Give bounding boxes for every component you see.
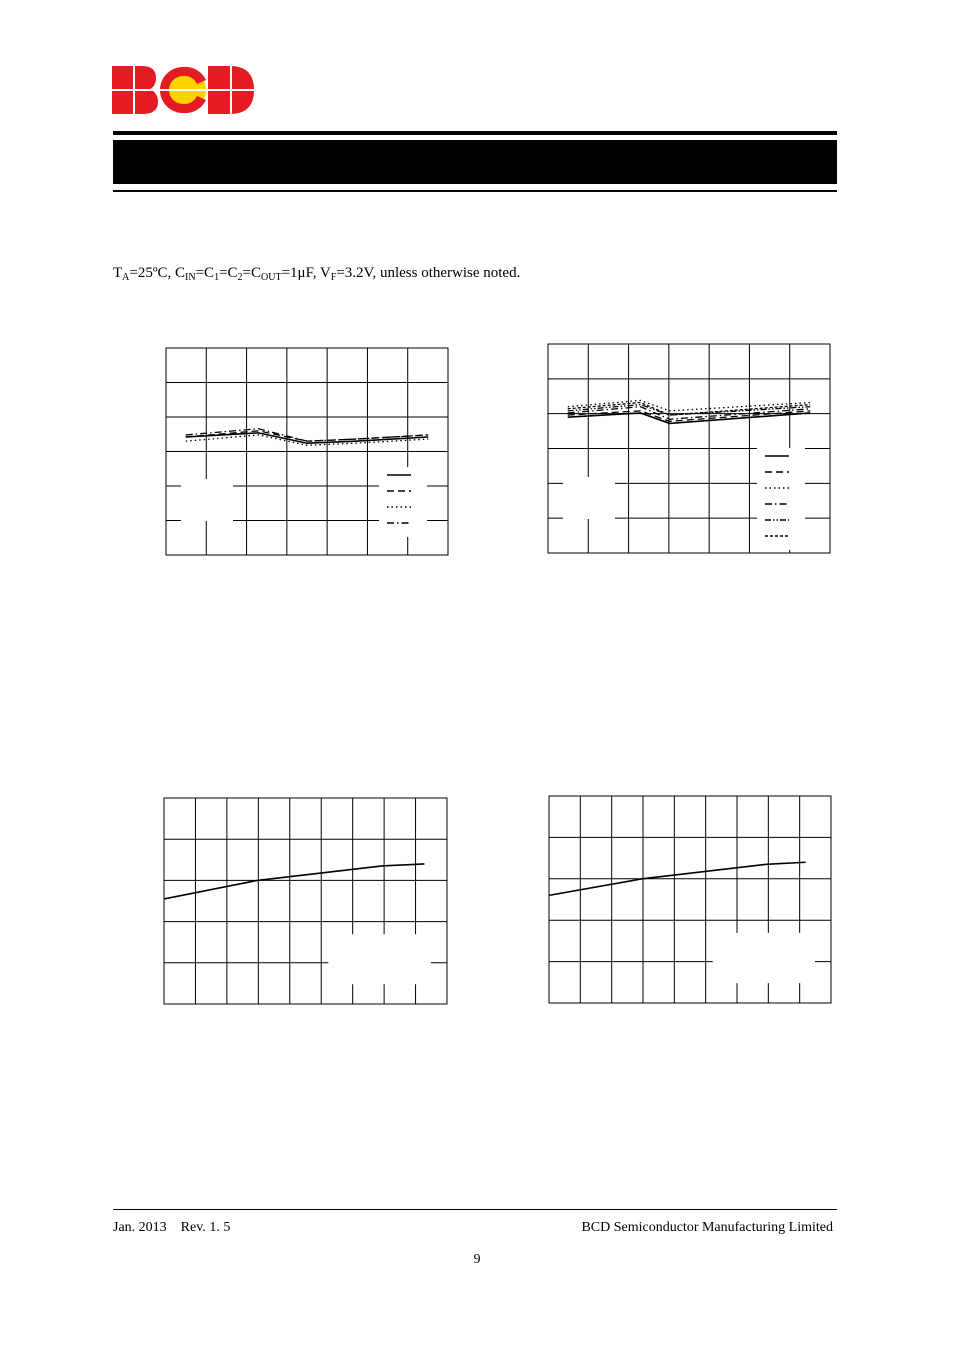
bcd-logo	[112, 66, 254, 114]
chart-4-plot	[548, 795, 832, 1004]
footer-rev: Rev. 1. 5	[180, 1220, 231, 1235]
footer-company: BCD Semiconductor Manufacturing Limited	[581, 1220, 833, 1235]
chart-1	[165, 347, 449, 556]
chart-3	[163, 797, 448, 1005]
bcd-logo-mark	[112, 66, 254, 114]
footer-date: Jan. 2013	[113, 1220, 167, 1235]
chart-3-plot	[163, 797, 448, 1005]
typical-conditions: $T_A=25ºC$, $C_{IN}=C_1=C_2=C_{OUT}=1\mu F$, $V_F=3.2V$, unless otherwise noted.	[113, 265, 521, 283]
chart-2-plot	[547, 343, 831, 554]
title-bar	[113, 140, 837, 184]
annotation-area	[181, 479, 233, 521]
annotation-area	[563, 477, 615, 519]
header-underline	[113, 190, 837, 192]
legend-box	[757, 448, 805, 550]
footer-revision	[113, 1220, 230, 1236]
annotation-area	[328, 934, 431, 984]
legend-box	[379, 467, 427, 537]
page-number: 9	[473, 1252, 481, 1267]
annotation-area	[713, 933, 815, 983]
footer-rule	[113, 1209, 837, 1210]
header-rule	[113, 131, 837, 135]
chart-4	[548, 795, 832, 1004]
chart-1-plot	[165, 347, 449, 556]
chart-2	[547, 343, 831, 554]
